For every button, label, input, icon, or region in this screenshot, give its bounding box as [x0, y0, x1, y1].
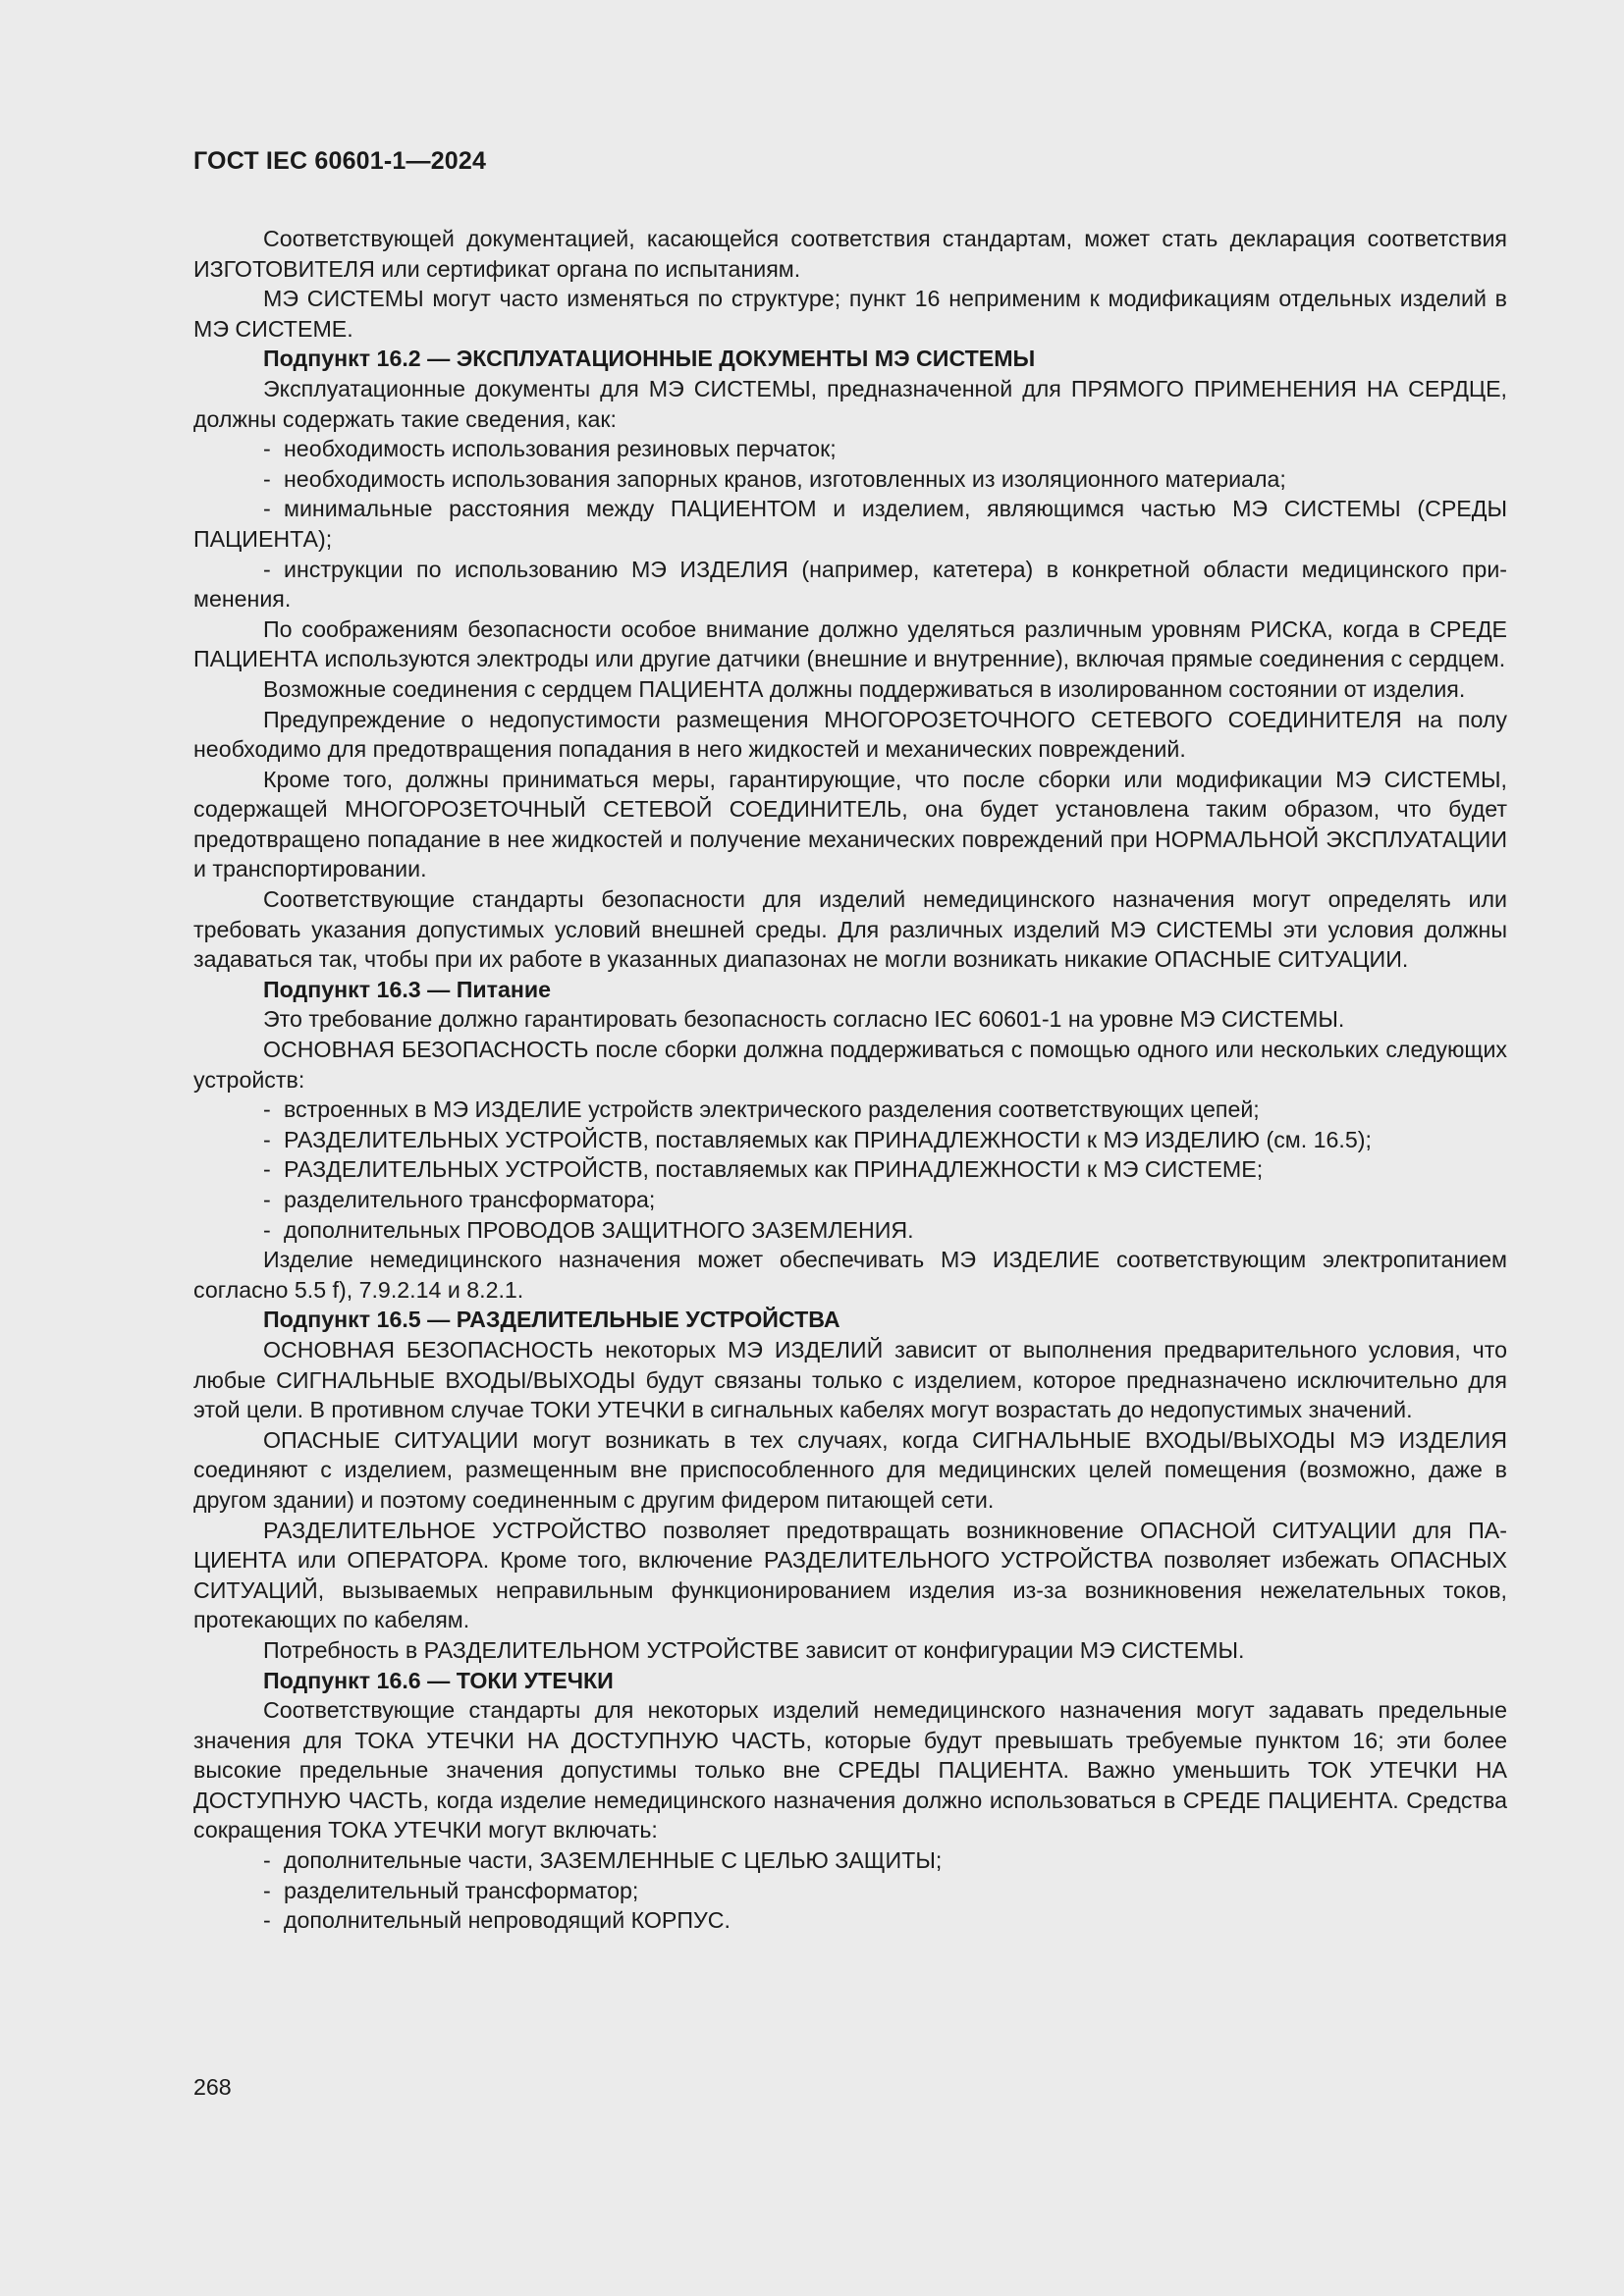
list-item — [193, 1125, 1507, 1155]
list-item-text: необходимость использования резиновых перчаток; — [284, 436, 837, 462]
list-item — [193, 1876, 1507, 1906]
list-marker: - — [263, 1847, 271, 1874]
list-marker: - — [263, 1216, 271, 1243]
paragraph: Соответствующие стандарты безопасности для изделий немедицинского назначения могут определять или требовать указания допустимых условий внешней среды. Для различных изделий МЭ СИСТЕМЫ эти условия должны задаваться так, чтобы при их работе в указанных диапазонах не могли возникать никакие ОПАСНЫЕ СИТУАЦИИ. — [193, 886, 1507, 973]
list-item-text: разделительный трансформатор; — [284, 1877, 639, 1903]
list-item-text: дополнительный непроводящий КОРПУС. — [284, 1907, 731, 1934]
list-item-text: разделительного трансформатора; — [284, 1187, 656, 1212]
section-heading: Подпункт 16.2 — ЭКСПЛУАТАЦИОННЫЕ ДОКУМЕНТЫ МЭ СИСТЕМЫ — [263, 346, 1036, 372]
paragraph: Кроме того, должны приниматься меры, гарантирующие, что после сборки или модификации МЭ СИСТЕМЫ, содержащей МНОГОРОЗЕТОЧНЫЙ СЕТЕВОЙ СОЕДИНИТЕЛЬ, она будет установлена таким образом, что будет предотвращено попадание в нее жидкостей и получение механических повреждений при НОРМАЛЬНОЙ ЭКСПЛУАТАЦИИ и транспортировании. — [193, 766, 1507, 882]
paragraph: РАЗДЕЛИТЕЛЬНОЕ УСТРОЙСТВО позволяет предотвращать возникновение ОПАСНОЙ СИТУАЦИИ для ПАЦИЕНТА или ОПЕРАТОРА. Кроме того, включение РАЗДЕЛИТЕЛЬНОГО УСТРОЙСТВА позволяет избежать ОПАСНЫХ СИТУАЦИЙ, вызываемых неправильным функционированием изделия из-за возникновения нежелательных токов, протекающих по кабелям. — [193, 1517, 1507, 1633]
paragraph: Соответствующей документацией, касающейся соответствия стандартам, может стать декларация соответствия ИЗГОТОВИТЕЛЯ или сертификат органа по испытаниям. — [193, 226, 1507, 282]
list-item — [193, 1185, 1507, 1215]
document-body — [193, 224, 1507, 1936]
list-item-text: инструкции по использованию МЭ ИЗДЕЛИЯ (например, катетера) в конкретной области медицинского применения. — [193, 556, 1507, 613]
list-item — [193, 434, 1507, 464]
paragraph: Это требование должно гарантировать безопасность согласно IEC 60601-1 на уровне МЭ СИСТЕМЫ. — [263, 1006, 1345, 1033]
paragraph: ОСНОВНАЯ БЕЗОПАСНОСТЬ после сборки должна поддерживаться с помощью одного или нескольких следующих устройств: — [193, 1037, 1507, 1093]
list-marker: - — [263, 1187, 271, 1212]
standard-code-header: ГОСТ IEC 60601-1—2024 — [193, 147, 487, 175]
paragraph: Изделие немедицинского назначения может обеспечивать МЭ ИЗДЕЛИЕ соответствующим электропитанием согласно 5.5 f), 7.9.2.14 и 8.2.1. — [193, 1247, 1507, 1303]
paragraph: Предупреждение о недопустимости размещения МНОГОРОЗЕТОЧНОГО СЕТЕВОГО СОЕДИНИТЕЛЯ на полу необходимо для предотвращения попадания в него жидкостей и механических повреждений. — [193, 706, 1507, 763]
list-item — [193, 464, 1507, 495]
list-item — [193, 555, 1507, 614]
list-marker: - — [263, 556, 271, 582]
list-item-text: РАЗДЕЛИТЕЛЬНЫХ УСТРОЙСТВ, поставляемых как ПРИНАДЛЕЖНОСТИ к МЭ ИЗДЕЛИЮ (см. 16.5); — [284, 1126, 1372, 1152]
list-item-text: дополнительные части, ЗАЗЕМЛЕННЫЕ С ЦЕЛЬЮ ЗАЩИТЫ; — [284, 1847, 943, 1874]
list-item-text: встроенных в МЭ ИЗДЕЛИЕ устройств электрического разделения соответствующих цепей; — [284, 1096, 1260, 1123]
list-marker: - — [263, 1907, 271, 1934]
list-item — [193, 494, 1507, 554]
paragraph: МЭ СИСТЕМЫ могут часто изменяться по структуре; пункт 16 неприменим к модификациям отдельных изделий в МЭ СИСТЕМЕ. — [193, 286, 1507, 342]
paragraph: ОСНОВНАЯ БЕЗОПАСНОСТЬ некоторых МЭ ИЗДЕЛИЙ зависит от выполнения предварительного условия, что любые СИГНАЛЬНЫЕ ВХОДЫ/ВЫХОДЫ будут связаны только с изделием, которое предназначено исключительно для этой цели. В противном случае ТОКИ УТЕЧКИ в сигнальных кабелях могут возрастать до недопустимых значений. — [193, 1336, 1507, 1423]
list-item-text: дополнительных ПРОВОДОВ ЗАЩИТНОГО ЗАЗЕМЛЕНИЯ. — [284, 1216, 914, 1243]
list-marker: - — [263, 496, 271, 522]
paragraph: Возможные соединения с сердцем ПАЦИЕНТА должны поддерживаться в изолированном состоянии от изделия. — [263, 675, 1466, 702]
list-item — [193, 1154, 1507, 1185]
list-marker: - — [263, 1126, 271, 1152]
paragraph: ОПАСНЫЕ СИТУАЦИИ могут возникать в тех случаях, когда СИГНАЛЬНЫЕ ВХОДЫ/ВЫХОДЫ МЭ ИЗДЕЛИЯ соединяют с изделием, размещенным вне приспособленного для медицинских целей помещения (возможно, даже в другом здании) и поэтому соединенным с другим фидером питающей сети. — [193, 1426, 1507, 1513]
list-item — [193, 1095, 1507, 1125]
section-heading: Подпункт 16.5 — РАЗДЕЛИТЕЛЬНЫЕ УСТРОЙСТВА — [263, 1307, 840, 1333]
list-item-text: необходимость использования запорных кранов, изготовленных из изоляционного материала; — [284, 465, 1286, 492]
list-marker: - — [263, 465, 271, 492]
list-item — [193, 1905, 1507, 1936]
list-item-text: минимальные расстояния между ПАЦИЕНТОМ и изделием, являющимся частью МЭ СИСТЕМЫ (СРЕДЫ ПАЦИЕНТА); — [193, 496, 1507, 552]
paragraph: Эксплуатационные документы для МЭ СИСТЕМЫ, предназначенной для ПРЯМОГО ПРИМЕНЕНИЯ НА СЕРДЦЕ, должны содержать такие сведения, как: — [193, 375, 1507, 432]
list-item-text: РАЗДЕЛИТЕЛЬНЫХ УСТРОЙСТВ, поставляемых как ПРИНАДЛЕЖНОСТИ к МЭ СИСТЕМЕ; — [284, 1156, 1264, 1183]
list-item — [193, 1215, 1507, 1246]
list-marker: - — [263, 1096, 271, 1123]
list-marker: - — [263, 1877, 271, 1903]
list-marker: - — [263, 436, 271, 462]
section-heading: Подпункт 16.6 — ТОКИ УТЕЧКИ — [263, 1667, 614, 1693]
section-heading: Подпункт 16.3 — Питание — [263, 976, 552, 1002]
paragraph: Соответствующие стандарты для некоторых изделий немедицинского назначения могут задавать предельные значения для ТОКА УТЕЧКИ НА ДОСТУПНУЮ ЧАСТЬ, которые будут превышать требуемые пунктом 16; эти более высокие предельные значения допустимы только вне СРЕДЫ ПАЦИЕНТА. Важно уменьшить ТОК УТЕЧКИ НА ДОСТУПНУЮ ЧАСТЬ, когда изделие немедицинского назначения должно использоваться в СРЕДЕ ПАЦИЕНТА. Средства сокращения ТОКА УТЕЧКИ могут включать: — [193, 1697, 1507, 1843]
list-item — [193, 1845, 1507, 1876]
list-marker: - — [263, 1156, 271, 1183]
page-number: 268 — [193, 2074, 232, 2100]
paragraph: По соображениям безопасности особое внимание должно уделяться различным уровням РИСКА, когда в СРЕДЕ ПАЦИЕНТА используются электроды или другие датчики (внешние и внутренние), включая прямые соединения с сердцем. — [193, 615, 1507, 672]
paragraph: Потребность в РАЗДЕЛИТЕЛЬНОМ УСТРОЙСТВЕ зависит от конфигурации МЭ СИСТЕМЫ. — [263, 1636, 1245, 1663]
